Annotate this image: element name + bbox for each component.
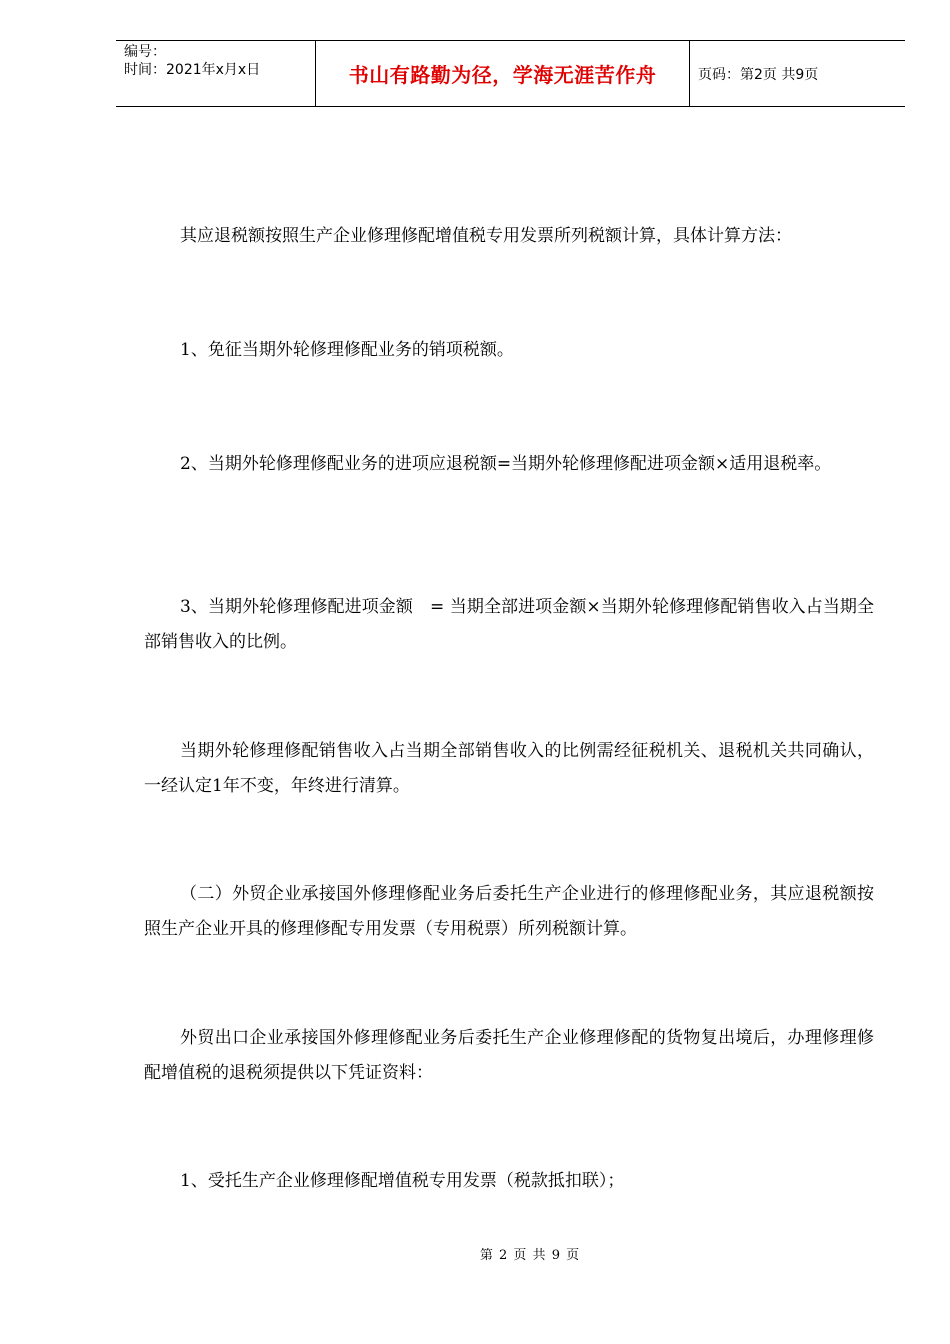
paragraph: 2、当期外轮修理修配业务的进项应退税额=当期外轮修理修配进项金额×适用退税率。: [180, 454, 832, 474]
paragraph: 外贸出口企业承接国外修理修配业务后委托生产企业修理修配的货物复出境后，办理修理修配增值税的退税须提供以下凭证资料：: [144, 1028, 874, 1083]
page-info: 页码：第2页 共9页: [698, 66, 819, 83]
paragraph: 3、当期外轮修理修配进项金额 = 当期全部进项金额×当期外轮修理修配销售收入占当期全部销售收入的比例。: [144, 597, 874, 652]
paragraph: 1、受托生产企业修理修配增值税专用发票（税款抵扣联）；: [180, 1171, 625, 1191]
document-header: [116, 40, 905, 107]
paragraph: 其应退税额按照生产企业修理修配增值税专用发票所列税额计算，具体计算方法：: [180, 226, 792, 246]
header-motto-cell: [316, 41, 690, 106]
header-page-cell: [690, 41, 905, 106]
paragraph: 当期外轮修理修配销售收入占当期全部销售收入的比例需经征税机关、退税机关共同确认，一经认定1年不变，年终进行清算。: [144, 741, 874, 796]
paragraph: （二）外贸企业承接国外修理修配业务后委托生产企业进行的修理修配业务，其应退税额按照生产企业开具的修理修配专用发票（专用税票）所列税额计算。: [144, 884, 874, 939]
paragraph: 1、免征当期外轮修理修配业务的销项税额。: [180, 340, 514, 360]
motto-text: 书山有路勤为径，学海无涯苦作舟: [348, 63, 657, 87]
page-footer: 第 2 页 共 9 页: [479, 1248, 581, 1263]
header-meta-cell: [116, 41, 316, 106]
time-label: 时间：2021年x月x日: [124, 62, 261, 78]
serial-label: 编号：: [124, 44, 166, 60]
